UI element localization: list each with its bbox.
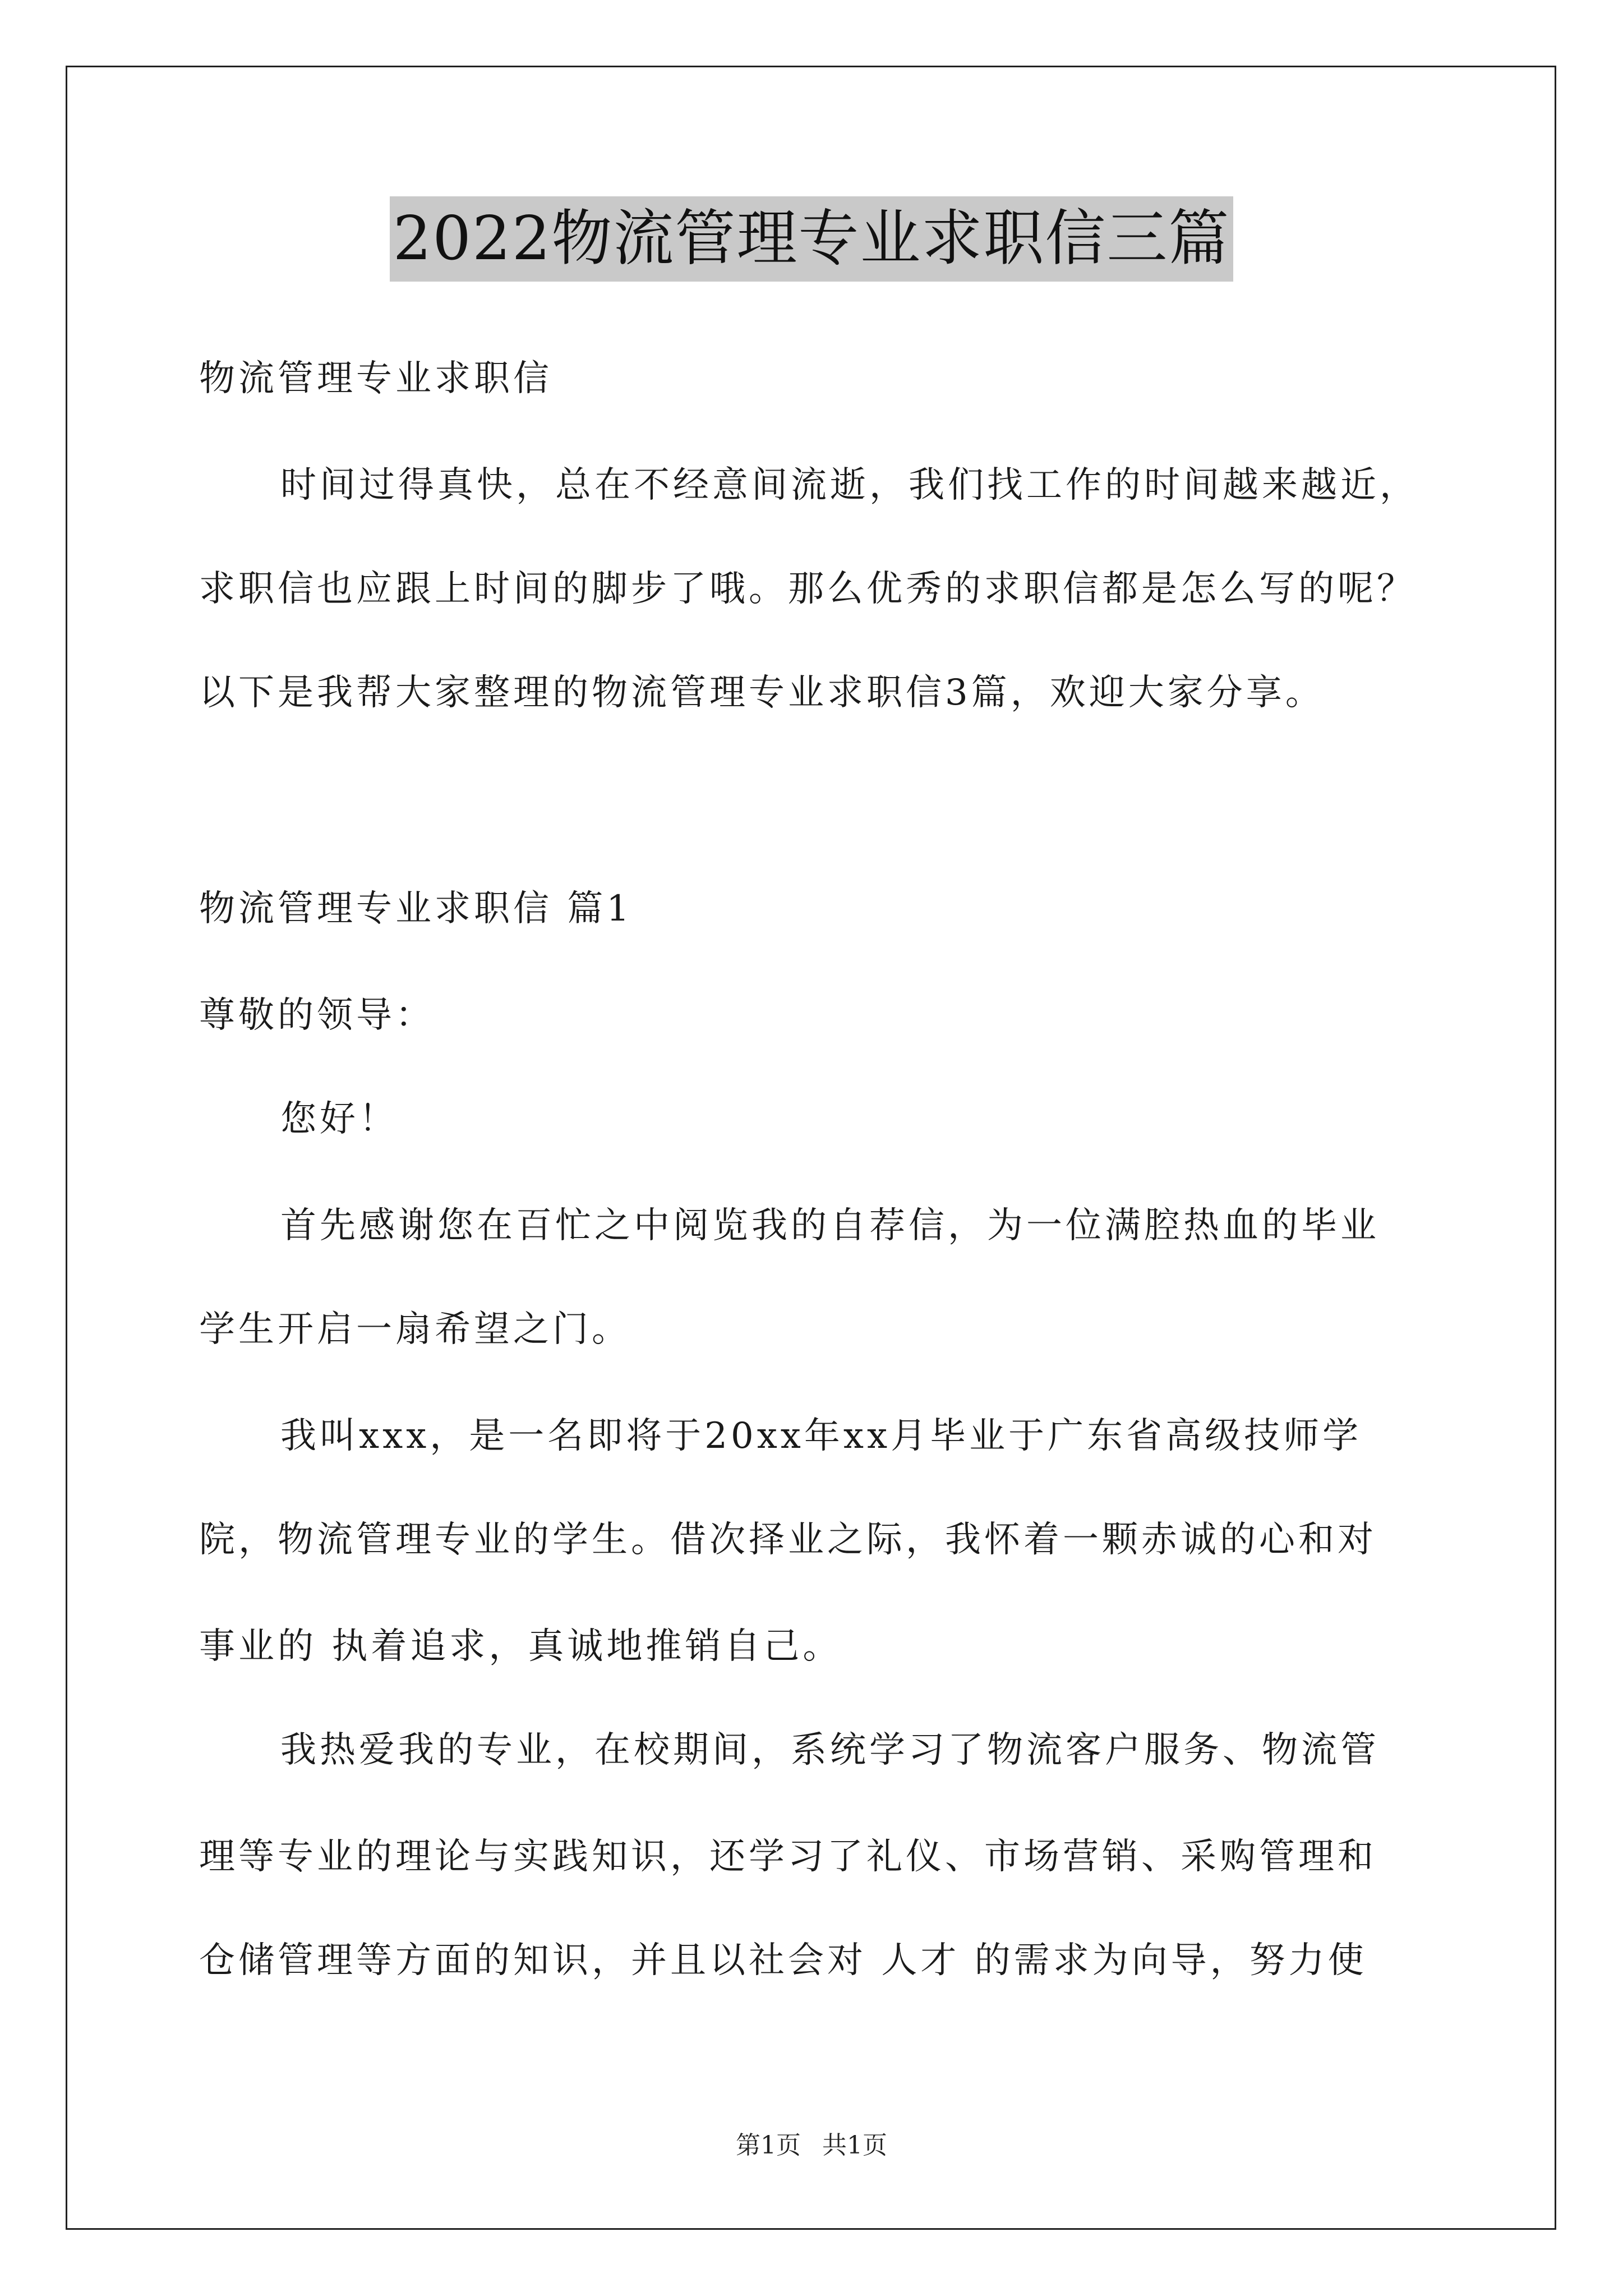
letter-heading: 物流管理专业求职信 篇1 [199,888,633,930]
paragraph-line: 学生开启一扇希望之门。 [199,1309,631,1350]
paragraph-line: 理等专业的理论与实践知识，还学习了礼仪、市场营销、采购管理和 [199,1836,1377,1878]
paragraph-line: 首先感谢您在百忙之中阅览我的自荐信，为一位满腔热血的毕业 [280,1205,1380,1246]
paragraph-line: 我热爱我的专业，在校期间，系统学习了物流客户服务、物流管 [280,1729,1380,1771]
paragraph-line: 求职信也应跟上时间的脚步了哦。那么优秀的求职信都是怎么写的呢？ [199,568,1416,610]
title-container [0,196,1623,282]
paragraph-line: 我叫xxx，是一名即将于20xx年xx月毕业于广东省高级技师学 [280,1415,1362,1457]
paragraph-line: 以下是我帮大家整理的物流管理专业求职信3篇，欢迎大家分享。 [199,672,1325,714]
page-total: 共1页 [822,2131,887,2160]
paragraph-line: 仓储管理等方面的知识，并且以社会对 人才 的需求为向导，努力使 [199,1940,1367,1981]
paragraph-line: 时间过得真快，总在不经意间流逝，我们找工作的时间越来越近， [280,464,1419,506]
salutation: 尊敬的领导： [199,995,435,1036]
paragraph-line: 院，物流管理专业的学生。借次择业之际，我怀着一颗赤诚的心和对 [199,1519,1377,1561]
page-number: 第1页 [736,2131,801,2160]
section-heading: 物流管理专业求职信 [199,358,552,399]
greeting: 您好！ [280,1098,398,1140]
paragraph-line: 事业的 执着追求，真诚地推销自己。 [199,1626,842,1667]
page-footer [0,2129,1623,2162]
document-title: 2022物流管理专业求职信三篇 [390,196,1234,282]
